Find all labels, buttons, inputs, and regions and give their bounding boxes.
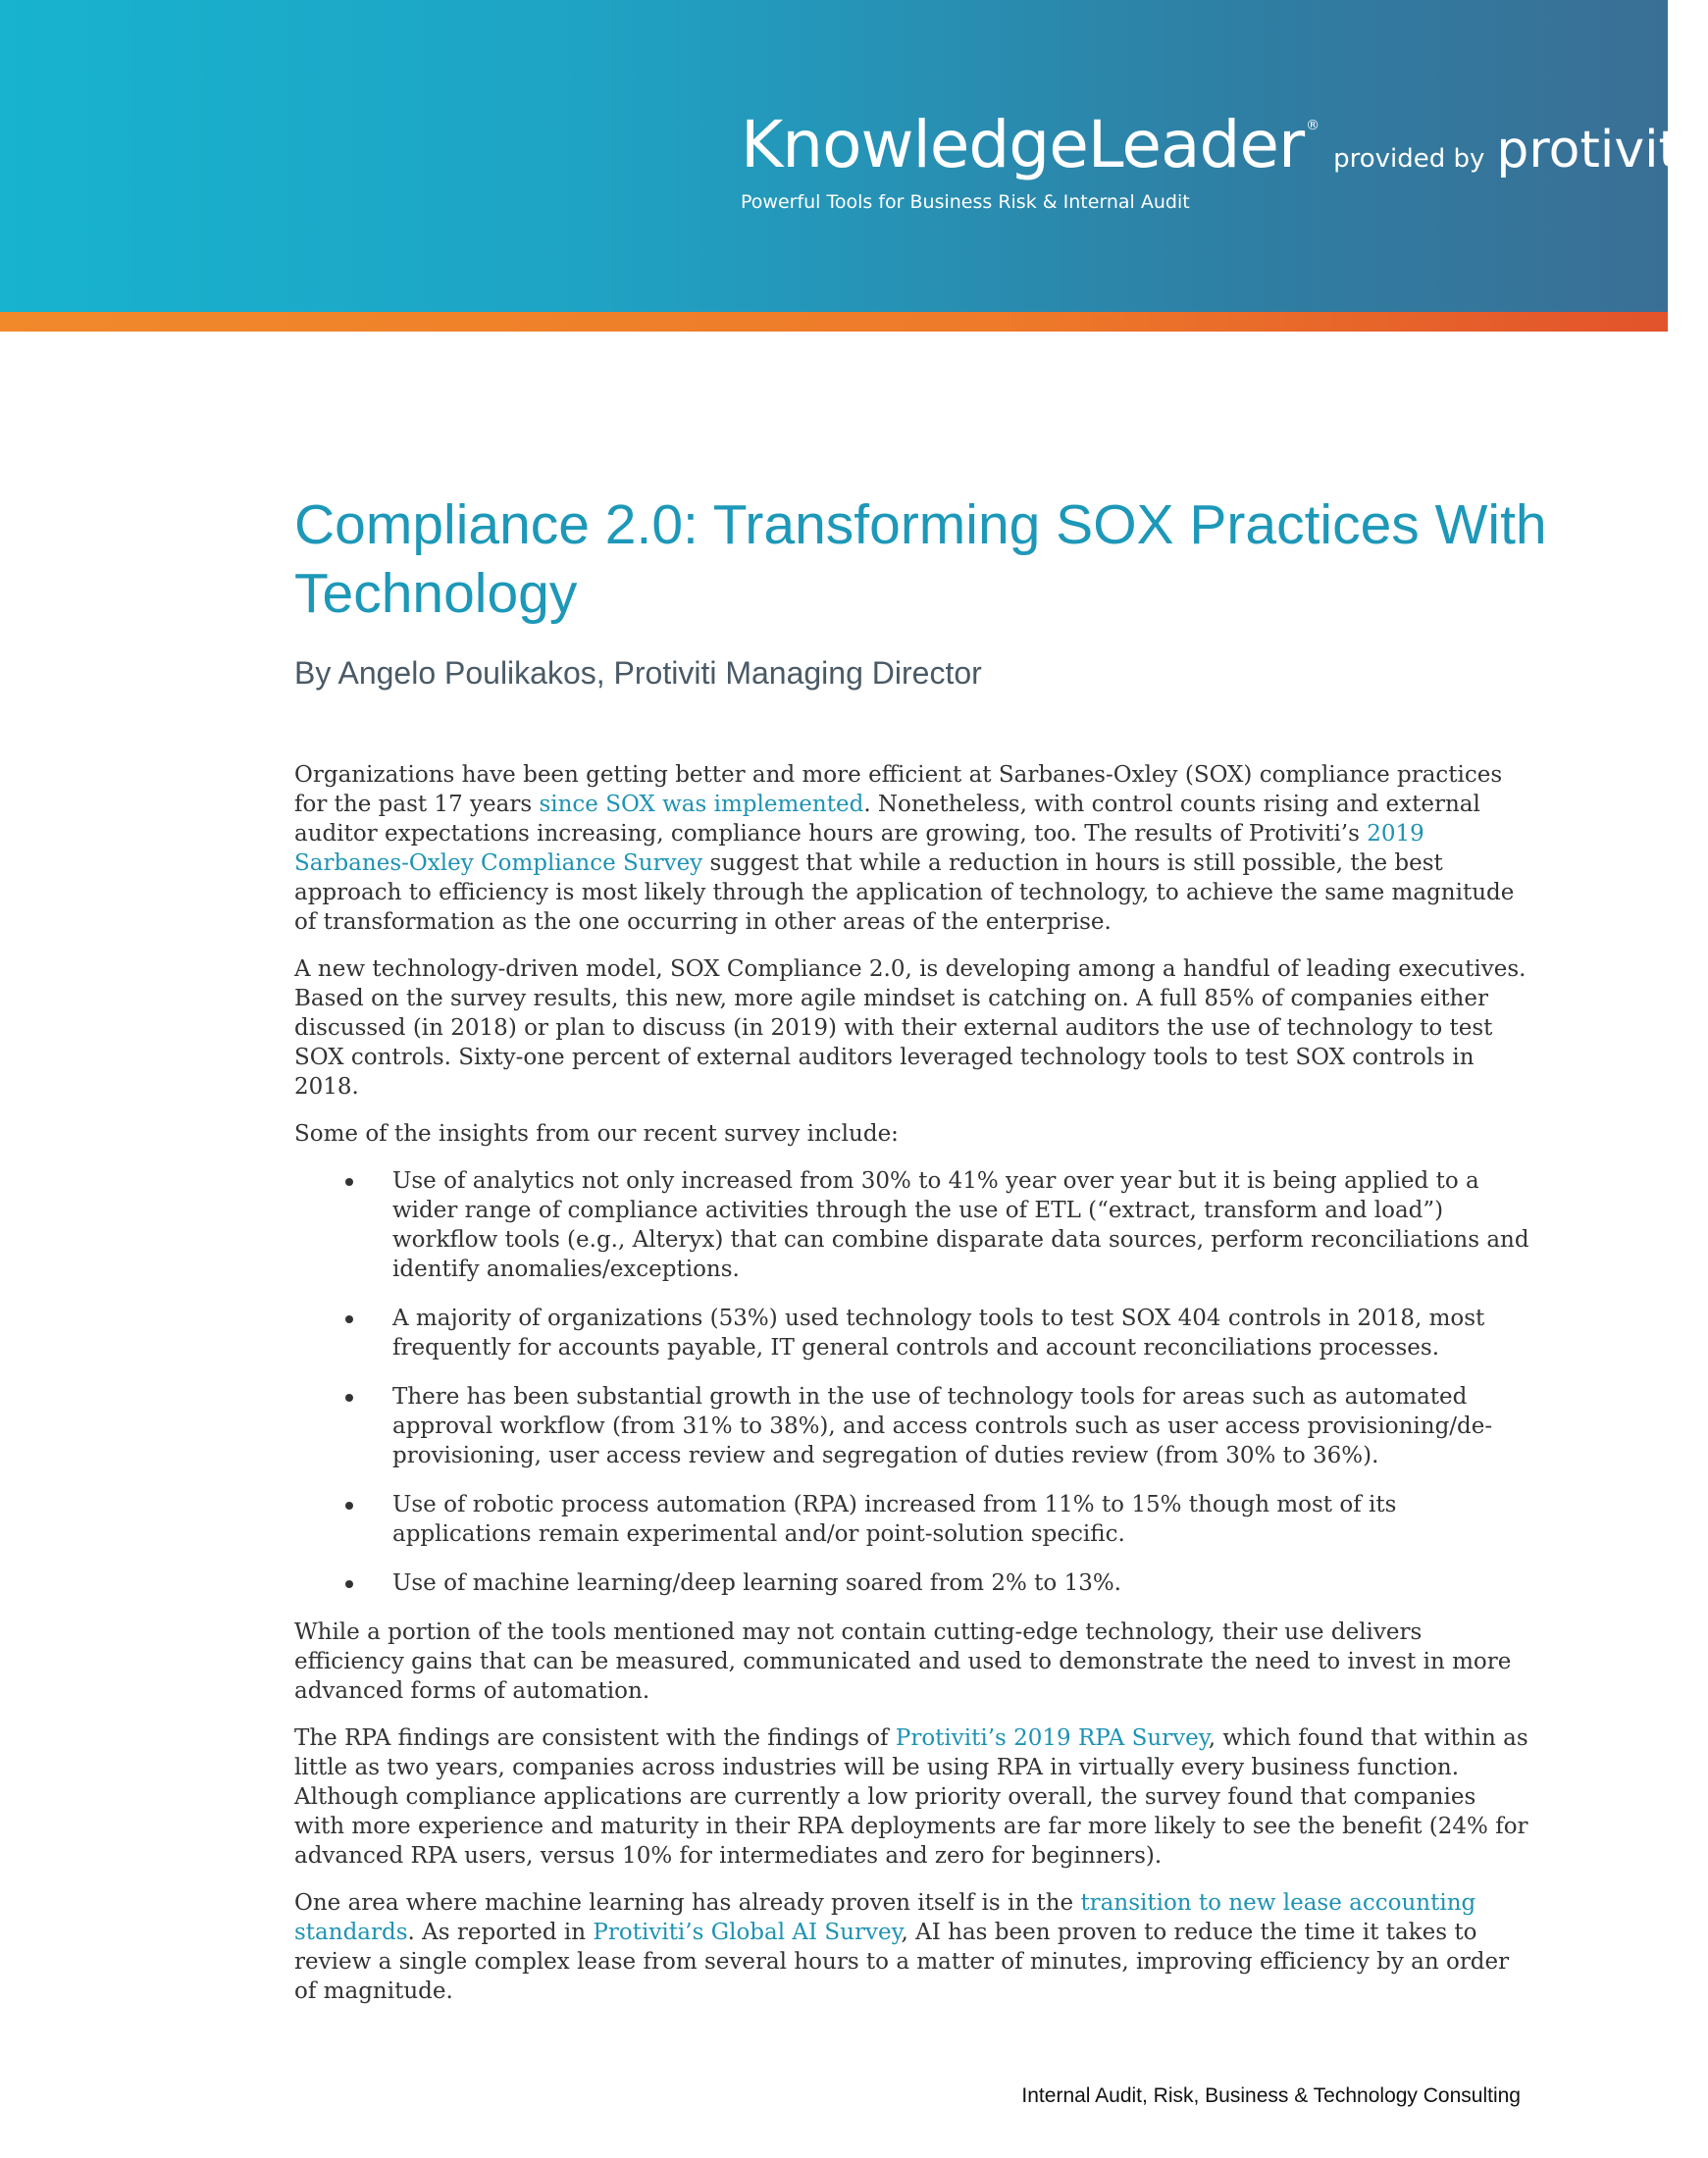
link-global-ai-survey[interactable]: Protiviti’s Global AI Survey xyxy=(593,1920,902,1945)
paragraph-rpa-findings: The RPA findings are consistent with the findings of Protiviti’s 2019 RPA Survey, which found that within as little as two years, companies across industries will be using RPA in virtually every business function. Although compliance applications are currently a low priority overall, the survey found that companies with more experience and maturity in their RPA deployments are far more likely to see the benefit (24% for advanced RPA users, versus 10% for intermediates and zero for beginners). xyxy=(294,1725,1528,1869)
bullet-dot-icon xyxy=(345,1178,353,1186)
header-accent-stripe xyxy=(0,312,1668,332)
author-byline: By Angelo Poulikakos, Protiviti Managing Director xyxy=(294,655,982,691)
list-item: A majority of organizations (53%) used technology tools to test SOX 404 controls in 2018, most frequently for accounts payable, IT general controls and account reconciliations processes. xyxy=(294,1304,1530,1362)
bullet-dot-icon xyxy=(345,1394,353,1402)
link-lease-accounting-standards[interactable]: transition to new lease accounting standards xyxy=(294,1890,1476,1945)
paragraph-efficiency: While a portion of the tools mentioned may not contain cutting-edge technology, their use delivers efficiency gains that can be measured, communicated and used to demonstrate the need to invest in more advanced forms of automation. xyxy=(294,1619,1512,1704)
brand-logo xyxy=(741,107,1708,213)
header-banner xyxy=(0,0,1708,312)
insights-list xyxy=(294,1166,1530,1598)
bullet-dot-icon xyxy=(345,1315,353,1323)
footer-tagline: Internal Audit, Risk, Business & Technology Consulting xyxy=(1021,2084,1521,2107)
link-since-sox-implemented[interactable]: since SOX was implemented xyxy=(539,792,864,817)
bullet-dot-icon xyxy=(345,1580,353,1588)
paragraph-insights-intro: Some of the insights from our recent survey include: xyxy=(294,1121,899,1147)
link-rpa-survey[interactable]: Protiviti’s 2019 RPA Survey xyxy=(895,1725,1209,1751)
list-item: Use of machine learning/deep learning soared from 2% to 13%. xyxy=(294,1568,1530,1598)
brand-tagline: Powerful Tools for Business Risk & Internal Audit xyxy=(741,191,1190,213)
bullet-dot-icon xyxy=(345,1502,353,1510)
brand-registered-mark: ® xyxy=(1306,118,1320,133)
list-item: Use of robotic process automation (RPA) increased from 11% to 15% though most of its applications remain experimental and/or point-solution specific. xyxy=(294,1490,1530,1549)
list-item: Use of analytics not only increased from 30% to 41% year over year but it is being applied to a wider range of compliance activities through the use of ETL (“extract, transform and load”) workflow tools (e.g., Alteryx) that can combine disparate data sources, perform reconciliations and identify anomalies/exceptions. xyxy=(294,1166,1530,1284)
page-title: Compliance 2.0: Transforming SOX Practices With Technology xyxy=(294,493,1547,625)
brand-name: KnowledgeLeader xyxy=(741,107,1305,182)
paragraph-intro: Organizations have been getting better and more efficient at Sarbanes-Oxley (SOX) compliance practices for the past 17 years since SOX was implemented. Nonetheless, with control counts rising and external auditor expectations increasing, compliance hours are growing, too. The results of Protiviti’s 2019 Sarbanes-Oxley Compliance Survey suggest that while a reduction in hours is still possible, the best approach to efficiency is most likely through the application of technology, to achieve the same magnitude of transformation as the one occurring in other areas of the enterprise. xyxy=(294,762,1515,935)
list-item: There has been substantial growth in the use of technology tools for areas such as automated approval workflow (from 31% to 38%), and access controls such as user access provisioning/de-provisioning, user access review and segregation of duties review (from 30% to 36%). xyxy=(294,1382,1530,1470)
paragraph-machine-learning: One area where machine learning has already proven itself is in the transition to new lease accounting standards. As reported in Protiviti’s Global AI Survey, AI has been proven to reduce the time it takes to review a single complex lease from several hours to a matter of minutes, improving efficiency by an order of magnitude. xyxy=(294,1890,1510,2004)
partner-name: protiviti xyxy=(1496,121,1693,180)
article-body xyxy=(294,760,1530,2024)
provided-by-text: provided by xyxy=(1333,144,1485,174)
link-sox-compliance-survey[interactable]: 2019 Sarbanes-Oxley Compliance Survey xyxy=(294,821,1424,876)
paragraph-compliance-model: A new technology-driven model, SOX Compliance 2.0, is developing among a handful of leading executives. Based on the survey results, this new, more agile mindset is catching on. A full 85% of companies either discussed (in 2018) or plan to discuss (in 2019) with their external auditors the use of technology to test SOX controls. Sixty-one percent of external auditors leveraged technology tools to test SOX controls in 2018. xyxy=(294,956,1527,1100)
partner-registered-mark: ® xyxy=(1694,126,1708,141)
